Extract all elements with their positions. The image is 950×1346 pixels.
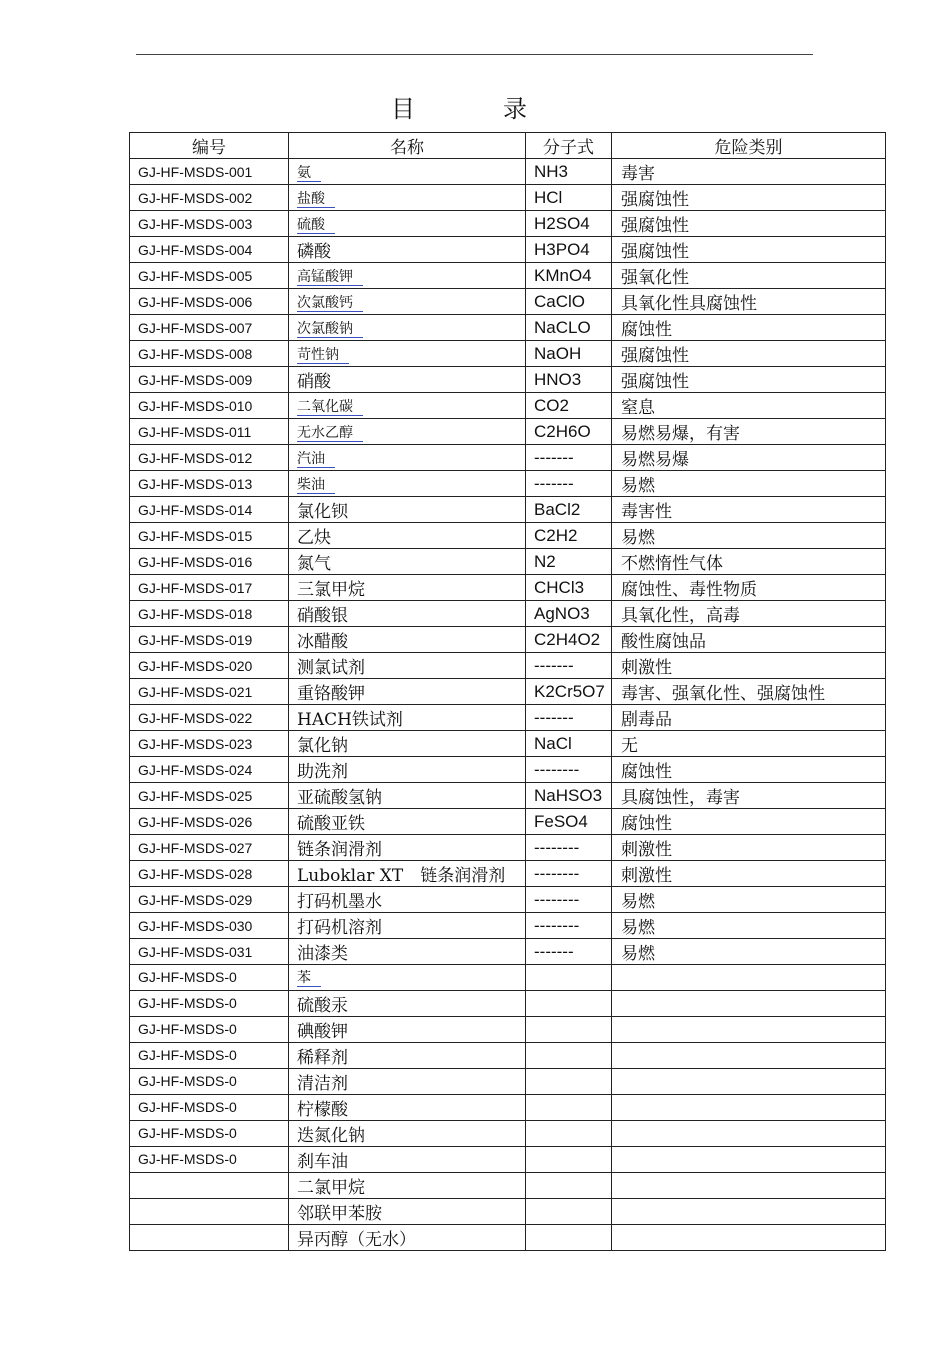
row-code: GJ-HF-MSDS-030 — [130, 913, 289, 939]
row-name-cell — [289, 679, 526, 705]
row-name-cell — [289, 627, 526, 653]
row-code: GJ-HF-MSDS-031 — [130, 939, 289, 965]
row-hazard: 易燃 — [612, 939, 886, 965]
row-formula: H3PO4 — [526, 237, 612, 263]
row-formula: -------- — [526, 887, 612, 913]
table-header-row — [130, 133, 886, 159]
row-hazard: 强氧化性 — [612, 263, 886, 289]
row-name-cell — [289, 445, 526, 471]
row-code: GJ-HF-MSDS-018 — [130, 601, 289, 627]
row-name-cell — [289, 783, 526, 809]
row-code: GJ-HF-MSDS-019 — [130, 627, 289, 653]
chemical-link[interactable]: 重铬酸钾 — [297, 684, 375, 705]
table-row — [130, 601, 886, 627]
header-hazard: 危险类别 — [612, 133, 886, 159]
chemical-link[interactable]: 打码机溶剂 — [297, 918, 392, 939]
row-name-cell — [289, 1224, 526, 1250]
table-row — [130, 523, 886, 549]
row-code: GJ-HF-MSDS-0 — [130, 1094, 289, 1120]
row-name-cell — [289, 601, 526, 627]
row-name-cell — [289, 1068, 526, 1094]
row-code: GJ-HF-MSDS-0 — [130, 1042, 289, 1068]
chemical-link[interactable]: 苯 — [297, 970, 321, 987]
row-formula: H2SO4 — [526, 211, 612, 237]
chemical-link[interactable]: 助洗剂 — [297, 762, 358, 783]
row-name-cell — [289, 159, 526, 185]
row-name-cell — [289, 705, 526, 731]
row-name-cell — [289, 1146, 526, 1172]
header-rule — [136, 54, 813, 55]
row-formula: AgNO3 — [526, 601, 612, 627]
table-row — [130, 1198, 886, 1224]
row-name-cell — [289, 549, 526, 575]
chemical-link[interactable]: 三氯甲烷 — [297, 580, 375, 601]
row-formula: NaCl — [526, 731, 612, 757]
row-hazard: 酸性腐蚀品 — [612, 627, 886, 653]
row-formula: ------- — [526, 705, 612, 731]
row-formula — [526, 1120, 612, 1146]
chemical-link[interactable]: 无水乙醇 — [297, 425, 363, 442]
chemical-link[interactable]: 磷酸 — [297, 242, 341, 263]
table-row — [130, 861, 886, 887]
row-name-cell — [289, 835, 526, 861]
row-name-cell — [289, 523, 526, 549]
row-hazard: 强腐蚀性 — [612, 185, 886, 211]
row-formula: HCl — [526, 185, 612, 211]
row-code: GJ-HF-MSDS-009 — [130, 367, 289, 393]
row-hazard: 无 — [612, 731, 886, 757]
row-name-cell — [289, 237, 526, 263]
row-code: GJ-HF-MSDS-010 — [130, 393, 289, 419]
chemical-link[interactable]: 乙炔 — [297, 528, 341, 549]
chemical-link[interactable]: 亚硫酸氢钠 — [297, 788, 392, 809]
row-formula: NH3 — [526, 159, 612, 185]
table-row — [130, 1042, 886, 1068]
row-formula: -------- — [526, 861, 612, 887]
row-hazard — [612, 1042, 886, 1068]
chemical-link[interactable]: 苛性钠 — [297, 347, 349, 364]
row-formula — [526, 1172, 612, 1198]
row-code: GJ-HF-MSDS-002 — [130, 185, 289, 211]
row-name-cell — [289, 1198, 526, 1224]
row-name-cell — [289, 263, 526, 289]
table-row — [130, 549, 886, 575]
table-row — [130, 1016, 886, 1042]
table-row — [130, 1068, 886, 1094]
row-name-cell — [289, 913, 526, 939]
chemical-link[interactable]: 硝酸 — [297, 372, 341, 393]
chemical-link[interactable]: 链条润滑剂 — [297, 840, 392, 861]
chemical-link[interactable]: 油漆类 — [297, 944, 358, 965]
table-row — [130, 783, 886, 809]
row-formula: FeSO4 — [526, 809, 612, 835]
row-formula: NaOH — [526, 341, 612, 367]
row-code: GJ-HF-MSDS-014 — [130, 497, 289, 523]
chemical-link[interactable]: 盐酸 — [297, 191, 335, 208]
row-formula: NaHSO3 — [526, 783, 612, 809]
chemical-link[interactable]: 氮气 — [297, 554, 341, 575]
row-formula: -------- — [526, 913, 612, 939]
row-name-cell — [289, 315, 526, 341]
row-formula: C2H6O — [526, 419, 612, 445]
row-hazard: 易燃易爆，有害 — [612, 419, 886, 445]
row-code: GJ-HF-MSDS-026 — [130, 809, 289, 835]
row-formula — [526, 1042, 612, 1068]
row-formula: -------- — [526, 757, 612, 783]
row-name-cell — [289, 575, 526, 601]
header-formula: 分子式 — [526, 133, 612, 159]
row-hazard: 毒害 — [612, 159, 886, 185]
chemical-link[interactable]: 打码机墨水 — [297, 892, 392, 913]
chemical-link[interactable]: 硫酸 — [297, 217, 335, 234]
row-hazard: 强腐蚀性 — [612, 341, 886, 367]
table-row — [130, 159, 886, 185]
table-row — [130, 497, 886, 523]
table-row — [130, 1172, 886, 1198]
chemical-link[interactable]: 硫酸亚铁 — [297, 814, 375, 835]
row-code: GJ-HF-MSDS-0 — [130, 1068, 289, 1094]
row-hazard: 强腐蚀性 — [612, 367, 886, 393]
row-formula — [526, 965, 612, 991]
row-code — [130, 1198, 289, 1224]
row-hazard: 刺激性 — [612, 835, 886, 861]
row-code: GJ-HF-MSDS-024 — [130, 757, 289, 783]
row-hazard — [612, 965, 886, 991]
row-hazard: 易燃 — [612, 887, 886, 913]
row-name-cell — [289, 289, 526, 315]
table-row — [130, 939, 886, 965]
table-row — [130, 731, 886, 757]
row-code: GJ-HF-MSDS-0 — [130, 1146, 289, 1172]
table-row — [130, 211, 886, 237]
row-hazard: 强腐蚀性 — [612, 211, 886, 237]
row-code: GJ-HF-MSDS-004 — [130, 237, 289, 263]
chemical-link[interactable]: 高锰酸钾 — [297, 269, 363, 286]
row-formula: HNO3 — [526, 367, 612, 393]
row-formula: C2H4O2 — [526, 627, 612, 653]
chemical-link[interactable]: Luboklar XT 链条润滑剂 — [297, 866, 515, 887]
chemical-link[interactable]: 氨 — [297, 165, 321, 182]
row-code: GJ-HF-MSDS-007 — [130, 315, 289, 341]
row-name-cell — [289, 1042, 526, 1068]
row-formula: NaCLO — [526, 315, 612, 341]
row-code: GJ-HF-MSDS-021 — [130, 679, 289, 705]
row-hazard — [612, 1198, 886, 1224]
table-row — [130, 679, 886, 705]
table-row — [130, 393, 886, 419]
chemical-link[interactable]: 硫酸汞 — [297, 996, 358, 1017]
chemical-link[interactable]: HACH铁试剂 — [297, 710, 413, 731]
chemical-name: 清洁剂 — [297, 1073, 348, 1094]
row-name-cell — [289, 990, 526, 1016]
table-row — [130, 1094, 886, 1120]
row-formula: ------- — [526, 445, 612, 471]
row-code: GJ-HF-MSDS-025 — [130, 783, 289, 809]
row-code: GJ-HF-MSDS-011 — [130, 419, 289, 445]
chemical-name: 迭氮化钠 — [297, 1125, 365, 1146]
row-code: GJ-HF-MSDS-017 — [130, 575, 289, 601]
row-formula — [526, 1198, 612, 1224]
row-code — [130, 1172, 289, 1198]
row-hazard: 腐蚀性 — [612, 315, 886, 341]
row-formula: CaClO — [526, 289, 612, 315]
row-code: GJ-HF-MSDS-022 — [130, 705, 289, 731]
table-row — [130, 1120, 886, 1146]
table-row — [130, 835, 886, 861]
row-name-cell — [289, 809, 526, 835]
row-hazard: 易燃 — [612, 913, 886, 939]
row-hazard: 不燃惰性气体 — [612, 549, 886, 575]
chemical-link[interactable]: 次氯酸钙 — [297, 295, 363, 312]
row-code: GJ-HF-MSDS-012 — [130, 445, 289, 471]
chemical-link[interactable]: 氯化钠 — [297, 736, 358, 757]
row-formula: ------- — [526, 939, 612, 965]
table-row — [130, 887, 886, 913]
row-name-cell — [289, 653, 526, 679]
chemical-link[interactable]: 次氯酸钠 — [297, 321, 363, 338]
row-code: GJ-HF-MSDS-0 — [130, 1016, 289, 1042]
row-code: GJ-HF-MSDS-008 — [130, 341, 289, 367]
chemical-name: 刹车油 — [297, 1151, 348, 1172]
chemical-name: 异丙醇（无水） — [297, 1229, 416, 1250]
row-code: GJ-HF-MSDS-0 — [130, 1120, 289, 1146]
row-formula: N2 — [526, 549, 612, 575]
chemical-link[interactable]: 柴油 — [297, 477, 335, 494]
row-hazard — [612, 1094, 886, 1120]
chemical-link[interactable]: 冰醋酸 — [297, 632, 358, 653]
chemical-name: 柠檬酸 — [297, 1099, 348, 1120]
chemical-name: 二氯甲烷 — [297, 1177, 365, 1198]
row-name-cell — [289, 887, 526, 913]
row-name-cell — [289, 393, 526, 419]
table-row — [130, 705, 886, 731]
row-name-cell — [289, 1094, 526, 1120]
row-name-cell — [289, 1016, 526, 1042]
row-hazard — [612, 990, 886, 1016]
table-row — [130, 367, 886, 393]
table-row — [130, 653, 886, 679]
table-row — [130, 809, 886, 835]
row-code: GJ-HF-MSDS-020 — [130, 653, 289, 679]
table-row — [130, 341, 886, 367]
row-hazard — [612, 1224, 886, 1250]
row-code: GJ-HF-MSDS-001 — [130, 159, 289, 185]
row-hazard: 具腐蚀性，毒害 — [612, 783, 886, 809]
row-name-cell — [289, 939, 526, 965]
row-hazard — [612, 1172, 886, 1198]
row-hazard: 易燃 — [612, 523, 886, 549]
row-code: GJ-HF-MSDS-006 — [130, 289, 289, 315]
row-formula — [526, 1146, 612, 1172]
row-hazard: 剧毒品 — [612, 705, 886, 731]
table-row — [130, 315, 886, 341]
table-row — [130, 419, 886, 445]
row-formula — [526, 1224, 612, 1250]
table-row — [130, 627, 886, 653]
row-hazard: 强腐蚀性 — [612, 237, 886, 263]
row-name-cell — [289, 185, 526, 211]
row-formula: ------- — [526, 653, 612, 679]
table-row — [130, 263, 886, 289]
row-code: GJ-HF-MSDS-027 — [130, 835, 289, 861]
row-hazard: 毒害、强氧化性、强腐蚀性 — [612, 679, 886, 705]
row-hazard: 刺激性 — [612, 653, 886, 679]
row-hazard: 毒害性 — [612, 497, 886, 523]
row-hazard — [612, 1120, 886, 1146]
row-code: GJ-HF-MSDS-0 — [130, 965, 289, 991]
row-code — [130, 1224, 289, 1250]
row-hazard — [612, 1016, 886, 1042]
row-formula — [526, 1016, 612, 1042]
row-hazard: 刺激性 — [612, 861, 886, 887]
row-hazard: 易燃 — [612, 471, 886, 497]
row-code: GJ-HF-MSDS-023 — [130, 731, 289, 757]
row-formula: CHCl3 — [526, 575, 612, 601]
table-row — [130, 289, 886, 315]
row-code: GJ-HF-MSDS-029 — [130, 887, 289, 913]
row-formula: KMnO4 — [526, 263, 612, 289]
row-name-cell — [289, 419, 526, 445]
row-name-cell — [289, 965, 526, 991]
chemical-name: 邻联甲苯胺 — [297, 1203, 382, 1224]
table-row — [130, 1146, 886, 1172]
row-name-cell — [289, 471, 526, 497]
row-code: GJ-HF-MSDS-016 — [130, 549, 289, 575]
row-code: GJ-HF-MSDS-015 — [130, 523, 289, 549]
chemical-link[interactable]: 二氧化碳 — [297, 399, 363, 416]
row-name-cell — [289, 211, 526, 237]
row-name-cell — [289, 497, 526, 523]
row-code: GJ-HF-MSDS-013 — [130, 471, 289, 497]
row-name-cell — [289, 1172, 526, 1198]
chemical-link[interactable]: 汽油 — [297, 451, 335, 468]
row-code: GJ-HF-MSDS-028 — [130, 861, 289, 887]
row-formula — [526, 1094, 612, 1120]
row-formula — [526, 1068, 612, 1094]
row-hazard: 腐蚀性 — [612, 809, 886, 835]
row-formula — [526, 990, 612, 1016]
row-formula: CO2 — [526, 393, 612, 419]
row-hazard — [612, 1068, 886, 1094]
table-row — [130, 913, 886, 939]
row-hazard: 腐蚀性、毒性物质 — [612, 575, 886, 601]
row-name-cell — [289, 731, 526, 757]
chemical-link[interactable]: 碘酸钾 — [297, 1022, 358, 1043]
header-name: 名称 — [289, 133, 526, 159]
table-row — [130, 757, 886, 783]
table-row — [130, 575, 886, 601]
chemical-name: 稀释剂 — [297, 1047, 348, 1068]
table-row — [130, 185, 886, 211]
row-name-cell — [289, 757, 526, 783]
chemical-link[interactable]: 测氯试剂 — [297, 658, 375, 679]
msds-index-table — [129, 132, 886, 1251]
table-row — [130, 965, 886, 991]
row-formula: C2H2 — [526, 523, 612, 549]
row-hazard: 易燃易爆 — [612, 445, 886, 471]
row-name-cell — [289, 367, 526, 393]
header-code: 编号 — [130, 133, 289, 159]
row-name-cell — [289, 341, 526, 367]
row-hazard: 具氧化性，高毒 — [612, 601, 886, 627]
table-row — [130, 445, 886, 471]
table-row — [130, 471, 886, 497]
row-formula: BaCl2 — [526, 497, 612, 523]
row-hazard — [612, 1146, 886, 1172]
row-hazard: 具氧化性具腐蚀性 — [612, 289, 886, 315]
row-name-cell — [289, 1120, 526, 1146]
chemical-link[interactable]: 硝酸银 — [297, 606, 358, 627]
page-title: 目 录 — [391, 95, 559, 123]
table-row — [130, 237, 886, 263]
row-code: GJ-HF-MSDS-0 — [130, 990, 289, 1016]
table-row — [130, 990, 886, 1016]
row-formula: ------- — [526, 471, 612, 497]
row-hazard: 窒息 — [612, 393, 886, 419]
table-row — [130, 1224, 886, 1250]
chemical-link[interactable]: 氯化钡 — [297, 502, 358, 523]
row-formula: -------- — [526, 835, 612, 861]
row-code: GJ-HF-MSDS-003 — [130, 211, 289, 237]
row-name-cell — [289, 861, 526, 887]
row-formula: K2Cr5O7 — [526, 679, 612, 705]
row-code: GJ-HF-MSDS-005 — [130, 263, 289, 289]
row-hazard: 腐蚀性 — [612, 757, 886, 783]
